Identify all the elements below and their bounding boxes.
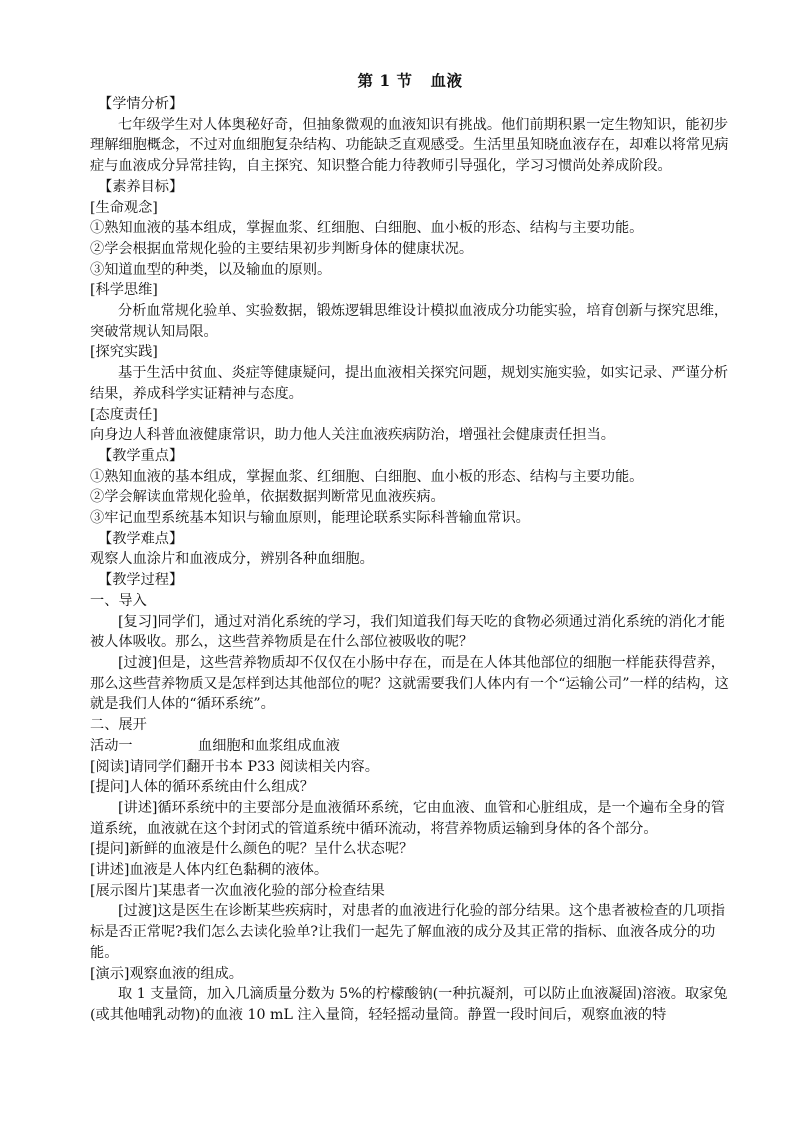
text-line (90, 777, 730, 798)
text-line (90, 715, 730, 736)
line-text: ②学会根据血常规化验的主要结果初步判断身体的健康状况。 (90, 240, 474, 257)
line-text: 基于生活中贫血、炎症等健康疑问，提出血液相关探究问题，规划实施实验，如实记录、严谨分析结果，养成科学实证精神与态度。 (90, 365, 729, 402)
line-text: [阅读]请同学们翻开书本 P33 阅读相关内容。 (90, 758, 379, 775)
line-text: 活动一 (90, 737, 133, 754)
text-line (90, 881, 730, 902)
line-text: [演示]观察血液的组成。 (90, 965, 243, 982)
text-line (90, 508, 730, 529)
line-text: 二、展开 (90, 717, 147, 734)
line-text: ①熟知血液的基本组成，掌握血浆、红细胞、白细胞、血小板的形态、结构与主要功能。 (90, 220, 644, 237)
page-title (90, 68, 730, 94)
line-text: ③牢记血型系统基本知识与输血原则，能理论联系实际科普输血常识。 (90, 510, 530, 527)
text-line (90, 839, 730, 860)
section-heading (90, 570, 730, 591)
line-text: 七年级学生对人体奥秘好奇，但抽象微观的血液知识有挑战。他们前期积累一定生物知识，能初步理解细胞概念，不过对血细胞复杂结构、功能缺乏直观感受。生活里虽知晓血液存在，却难以将常见病症与血液成分异常挂钩，自主探究、知识整合能力待教师引导强化，学习习惯尚处养成阶段。 (90, 116, 729, 175)
text-line (90, 280, 730, 301)
paragraph (90, 301, 730, 342)
text-line (90, 549, 730, 570)
line-text: [探究实践] (90, 344, 158, 361)
section-heading (90, 529, 730, 550)
line-text: 【教学难点】 (98, 530, 184, 547)
paragraph (90, 984, 730, 1025)
text-line (90, 198, 730, 219)
text-line (90, 591, 730, 612)
text-line (90, 757, 730, 778)
line-text: ①熟知血液的基本组成，掌握血浆、红细胞、白细胞、血小板的形态、结构与主要功能。 (90, 468, 644, 485)
section-number: 第 1 节 (357, 71, 413, 90)
document-page (90, 68, 730, 1026)
document-body (90, 94, 730, 1026)
section-heading (90, 177, 730, 198)
section-name: 血液 (430, 71, 463, 90)
text-line (90, 860, 730, 881)
text-line (90, 736, 730, 757)
line-text: [科学思维] (90, 282, 158, 299)
line-text: 分析血常规化验单、实验数据，锻炼逻辑思维设计模拟血液成分功能实验，培育创新与探究思维，突破常规认知局限。 (90, 303, 729, 340)
text-line (90, 218, 730, 239)
line-text: 向身边人科普血液健康常识，助力他人关注血液疾病防治，增强社会健康责任担当。 (90, 427, 615, 444)
line-text: [过渡]这是医生在诊断某些疾病时，对患者的血液进行化验的部分结果。这个患者被检查的几项指标是否正常呢?我们怎么去读化验单?让我们一起先了解血液的成分及其正常的指标、血液各成分的功能。 (90, 903, 725, 961)
text-line (90, 342, 730, 363)
line-text: 取 1 支量筒，加入几滴质量分数为 5%的柠檬酸钠(一种抗凝剂，可以防止血液凝固)溶液。取家兔(或其他哺乳动物)的血液 10 mL 注入量筒，轻轻摇动量筒。静置一段时间后，观察血液的特 (90, 986, 728, 1023)
text-line (90, 425, 730, 446)
line-text: [讲述]循环系统中的主要部分是血液循环系统，它由血液、血管和心脏组成，是一个遍布全身的管道系统，血液就在这个封闭式的管道系统中循环流动，将营养物质运输到身体的各个部分。 (90, 799, 725, 837)
line-text: [生命观念] (90, 199, 158, 216)
paragraph (90, 901, 730, 963)
line-text: 【教学重点】 (98, 447, 184, 464)
line-text: 一、导入 (90, 592, 147, 609)
activity-title: 血细胞和血浆组成血液 (198, 737, 340, 754)
line-text: [态度责任] (90, 406, 158, 423)
line-text: ③知道血型的种类，以及输血的原则。 (90, 261, 332, 278)
line-text: [讲述]血液是人体内红色黏稠的液体。 (90, 862, 329, 879)
section-heading (90, 446, 730, 467)
text-line (90, 239, 730, 260)
text-line (90, 964, 730, 985)
line-text: [提问]人体的循环系统由什么组成？ (90, 779, 314, 796)
line-text: ②学会解读血常规化验单，依据数据判断常见血液疾病。 (90, 489, 445, 506)
text-line (90, 405, 730, 426)
paragraph (90, 363, 730, 404)
paragraph (90, 612, 730, 653)
line-text: [展示图片]某患者一次血液化验的部分检查结果 (90, 882, 385, 899)
text-line (90, 260, 730, 281)
line-text: [过渡]但是，这些营养物质却不仅仅在小肠中存在，而是在人体其他部位的细胞一样能获得营养，那么这些营养物质又是怎样到达其他部位的呢？这就需要我们人体内有一个“运输公司”一样的结构，这就是我们人体的“循环系统”。 (90, 654, 729, 713)
line-text: 【素养目标】 (98, 178, 184, 195)
section-heading (90, 94, 730, 115)
paragraph (90, 653, 730, 715)
line-text: 【教学过程】 (98, 572, 184, 589)
line-text: 【学情分析】 (98, 96, 184, 112)
text-line (90, 467, 730, 488)
line-text: 观察人血涂片和血液成分，辨别各种血细胞。 (90, 551, 374, 568)
line-text: [提问]新鲜的血液是什么颜色的呢？呈什么状态呢？ (90, 841, 414, 858)
paragraph (90, 798, 730, 839)
line-text: [复习]同学们，通过对消化系统的学习，我们知道我们每天吃的食物必须通过消化系统的消化才能被人体吸收。那么，这些营养物质是在什么部位被吸收的呢？ (90, 613, 725, 651)
text-line (90, 487, 730, 508)
paragraph (90, 115, 730, 177)
